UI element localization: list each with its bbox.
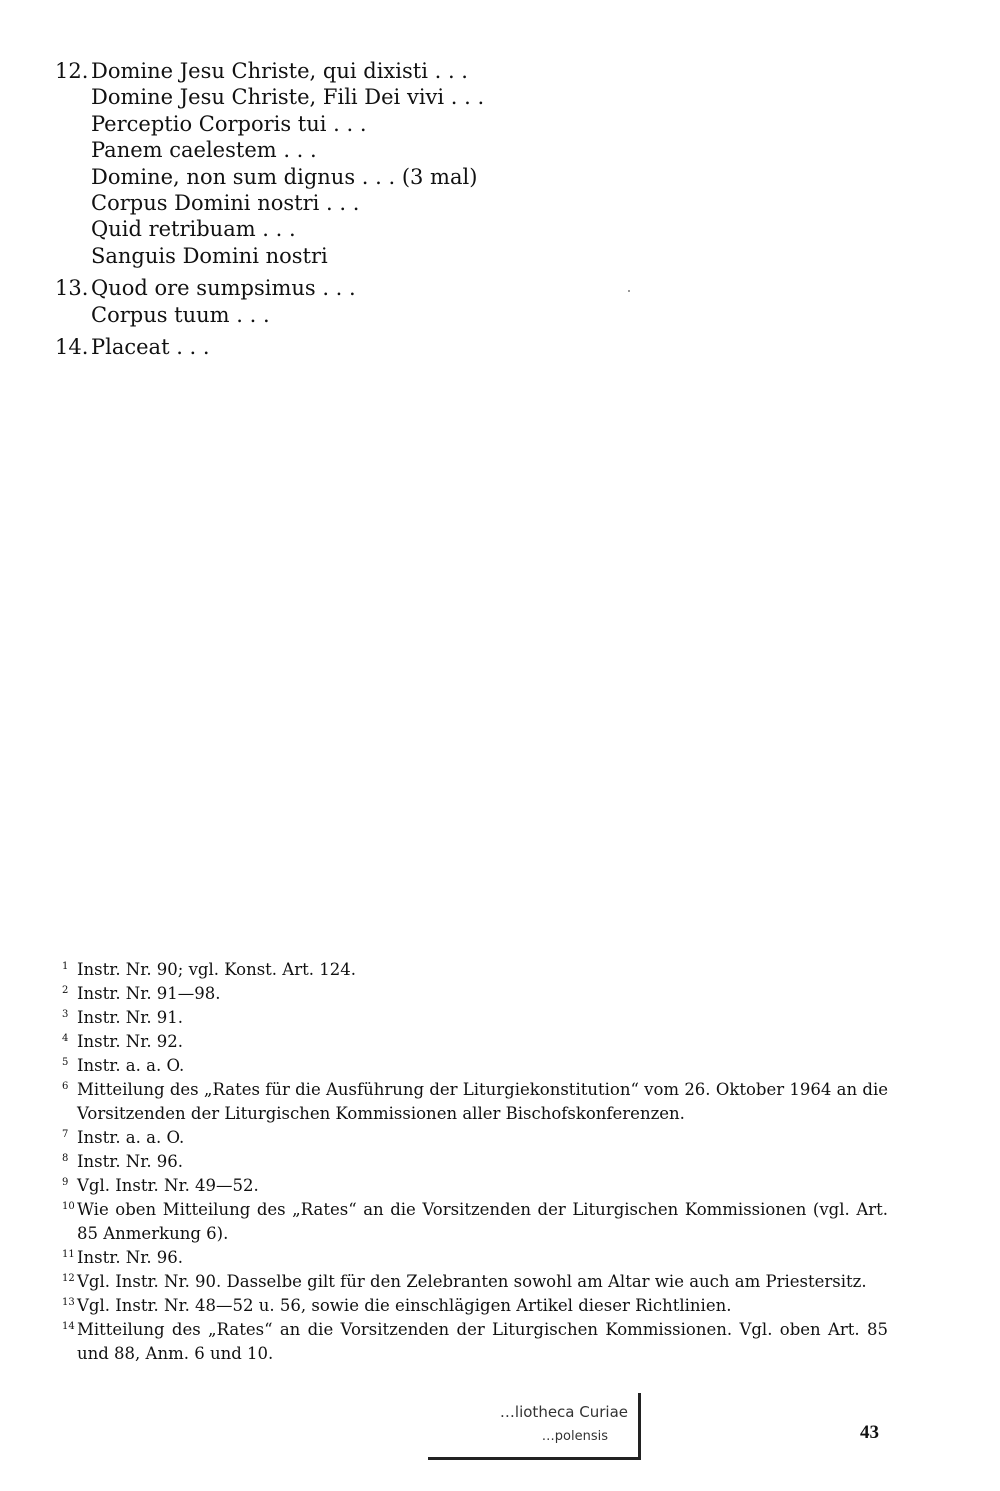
footnotes [62, 958, 888, 1366]
footnote-text: Vgl. Instr. Nr. 48—52 u. 56, sowie die einschlägigen Artikel dieser Richtlinien. [77, 1296, 732, 1315]
footnote [62, 1270, 888, 1294]
footnote [62, 1198, 888, 1246]
footnote-text: Vgl. Instr. Nr. 90. Dasselbe gilt für den Zelebranten sowohl am Altar wie auch am Priestersitz. [77, 1272, 867, 1291]
footnote [62, 1294, 888, 1318]
item-line: Sanguis Domini nostri [91, 243, 328, 268]
list-item [55, 334, 484, 360]
footnote-text: Instr. Nr. 91. [77, 1008, 184, 1027]
item-line: Placeat . . . [91, 335, 210, 360]
footnote-text: Instr. a. a. O. [77, 1056, 185, 1075]
footnote [62, 1246, 888, 1270]
library-stamp [428, 1393, 641, 1460]
footnote-text: Wie oben Mitteilung des „Rates“ an die Vorsitzenden der Liturgischen Kommissionen (vgl. Art. 85 Anmerkung 6). [77, 1200, 888, 1243]
footnote-mark: 3 [62, 1009, 69, 1020]
list-item [55, 58, 484, 269]
footnote-mark: 1 [62, 961, 69, 972]
footnote-text: Instr. a. a. O. [77, 1128, 185, 1147]
footnote-text: Instr. Nr. 96. [77, 1152, 184, 1171]
footnote-mark: 4 [62, 1033, 69, 1044]
footnote-text: Mitteilung des „Rates“ an die Vorsitzenden der Liturgischen Kommissionen. Vgl. oben Art. 85 und 88, Anm. 6 und 10. [77, 1320, 888, 1363]
footnote-mark: 10 [62, 1201, 75, 1212]
footnote [62, 982, 888, 1006]
page-number: 43 [860, 1422, 879, 1443]
footnote-mark: 13 [62, 1297, 75, 1308]
footnote [62, 1078, 888, 1126]
footnote [62, 1174, 888, 1198]
footnote [62, 1030, 888, 1054]
footnote-text: Mitteilung des „Rates für die Ausführung der Liturgiekonstitution“ vom 26. Oktober 1964 an die Vorsitzenden der Liturgischen Kommissionen aller Bischofskonferenzen. [77, 1080, 888, 1123]
footnote-mark: 7 [62, 1129, 69, 1140]
stamp-line: …polensis [541, 1429, 608, 1444]
item-line: Panem caelestem . . . [91, 138, 317, 163]
scan-speck [628, 290, 630, 292]
item-line: Quod ore sumpsimus . . . [91, 276, 356, 301]
item-line: Domine, non sum dignus . . . (3 mal) [91, 164, 478, 189]
footnote-mark: 2 [62, 985, 69, 996]
item-number: 13. [55, 276, 89, 301]
item-line: Corpus tuum . . . [91, 302, 270, 327]
footnote-text: Instr. Nr. 90; vgl. Konst. Art. 124. [77, 960, 356, 979]
item-number: 14. [55, 335, 89, 360]
item-line: Perceptio Corporis tui . . . [91, 111, 367, 136]
footnote-text: Instr. Nr. 96. [77, 1248, 184, 1267]
stamp-line: …liotheca Curiae [499, 1403, 628, 1421]
footnote [62, 1150, 888, 1174]
item-number: 12. [55, 59, 89, 83]
item-line: Quid retribuam . . . [91, 217, 296, 242]
footnote-text: Instr. Nr. 92. [77, 1032, 184, 1051]
item-line: Domine Jesu Christe, Fili Dei vivi . . . [91, 85, 485, 110]
item-line: Domine Jesu Christe, qui dixisti . . . [91, 59, 468, 83]
footnote [62, 958, 888, 982]
footnote [62, 1318, 888, 1366]
footnote-mark: 14 [62, 1321, 75, 1332]
footnote-mark: 6 [62, 1081, 69, 1092]
footnote-text: Vgl. Instr. Nr. 49—52. [77, 1176, 259, 1195]
footnote [62, 1054, 888, 1078]
footnote-mark: 9 [62, 1177, 69, 1188]
footnote [62, 1006, 888, 1030]
footnote-text: Instr. Nr. 91—98. [77, 984, 221, 1003]
item-line: Corpus Domini nostri . . . [91, 191, 360, 216]
footnote-mark: 12 [62, 1273, 75, 1284]
footnote [62, 1126, 888, 1150]
footnote-mark: 8 [62, 1153, 69, 1164]
footnote-mark: 5 [62, 1057, 69, 1068]
footnote-mark: 11 [62, 1249, 75, 1260]
list-item [55, 275, 484, 328]
prayer-list [55, 58, 484, 366]
